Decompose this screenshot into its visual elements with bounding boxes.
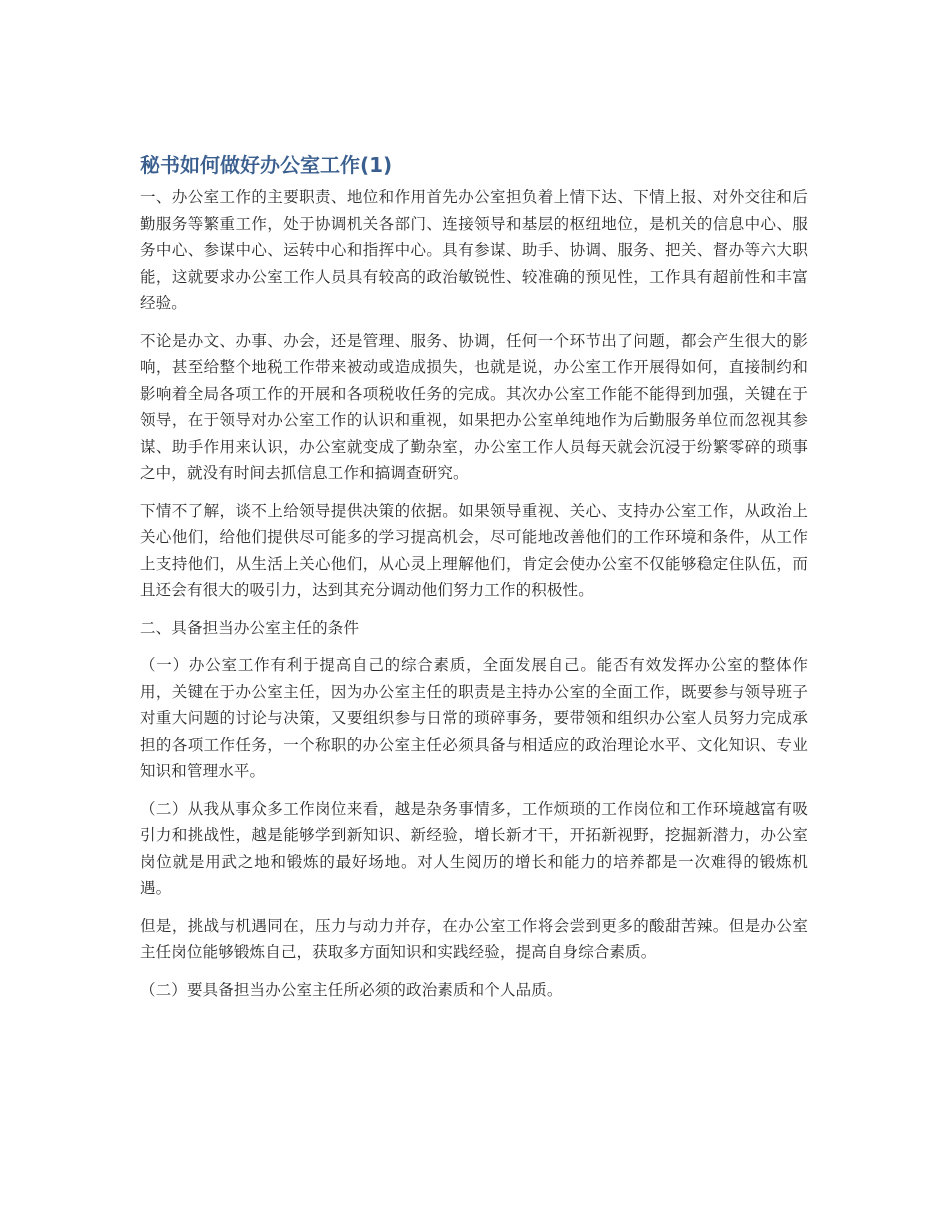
- paragraph-7: 但是，挑战与机遇同在，压力与动力并存，在办公室工作将会尝到更多的酸甜苦辣。但是办公室主任岗位能够锻炼自己，获取多方面知识和实践经验，提高自身综合素质。: [140, 916, 808, 961]
- paragraph-8: （二）要具备担当办公室主任所必须的政治素质和个人品质。: [140, 980, 563, 999]
- paragraph-6: （二）从我从事众多工作岗位来看，越是杂务事情多，工作烦琐的工作岗位和工作环境越富有吸引力和挑战性，越是能够学到新知识、新经验，增长新才干，开拓新视野，挖掘新潜力，办公室岗位就是用武之地和锻炼的最好场地。对人生阅历的增长和能力的培养都是一次难得的锻炼机遇。: [140, 799, 808, 897]
- paragraph-1: 一、办公室工作的主要职责、地位和作用首先办公室担负着上情下达、下情上报、对外交往和后勤服务等繁重工作，处于协调机关各部门、连接领导和基层的枢纽地位，是机关的信息中心、服务中心、参谋中心、运转中心和指挥中心。具有参谋、助手、协调、服务、把关、督办等六大职能，这就要求办公室工作人员具有较高的政治敏锐性、较准确的预见性，工作具有超前性和丰富经验。: [140, 188, 808, 312]
- section-heading-2: 二、具备担当办公室主任的条件: [140, 618, 360, 637]
- paragraph-5: （一）办公室工作有利于提高自己的综合素质，全面发展自己。能否有效发挥办公室的整体作用，关键在于办公室主任，因为办公室主任的职责是主持办公室的全面工作，既要参与领导班子对重大问题的讨论与决策，又要组织参与日常的琐碎事务，要带领和组织办公室人员努力完成承担的各项工作任务，一个称职的办公室主任必须具备与相适应的政治理论水平、文化知识、专业知识和管理水平。: [140, 656, 808, 780]
- paragraph-3: 下情不了解，谈不上给领导提供决策的依据。如果领导重视、关心、支持办公室工作，从政治上关心他们，给他们提供尽可能多的学习提高机会，尽可能地改善他们的工作环境和条件，从工作上支持他们，从生活上关心他们，从心灵上理解他们，肯定会使办公室不仅能够稳定住队伍，而且还会有很大的吸引力，达到其充分调动他们努力工作的积极性。: [140, 501, 808, 599]
- document-page: [140, 150, 808, 1014]
- paragraph-2: 不论是办文、办事、办会，还是管理、服务、协调，任何一个环节出了问题，都会产生很大的影响，甚至给整个地税工作带来被动或造成损失，也就是说，办公室工作开展得如何，直接制约和影响着全局各项工作的开展和各项税收任务的完成。其次办公室工作能不能得到加强，关键在于领导，在于领导对办公室工作的认识和重视，如果把办公室单纯地作为后勤服务单位而忽视其参谋、助手作用来认识，办公室就变成了勤杂室，办公室工作人员每天就会沉浸于纷繁零碎的琐事之中，就没有时间去抓信息工作和搞调查研究。: [140, 331, 808, 482]
- document-title: 秘书如何做好办公室工作(1): [140, 153, 393, 177]
